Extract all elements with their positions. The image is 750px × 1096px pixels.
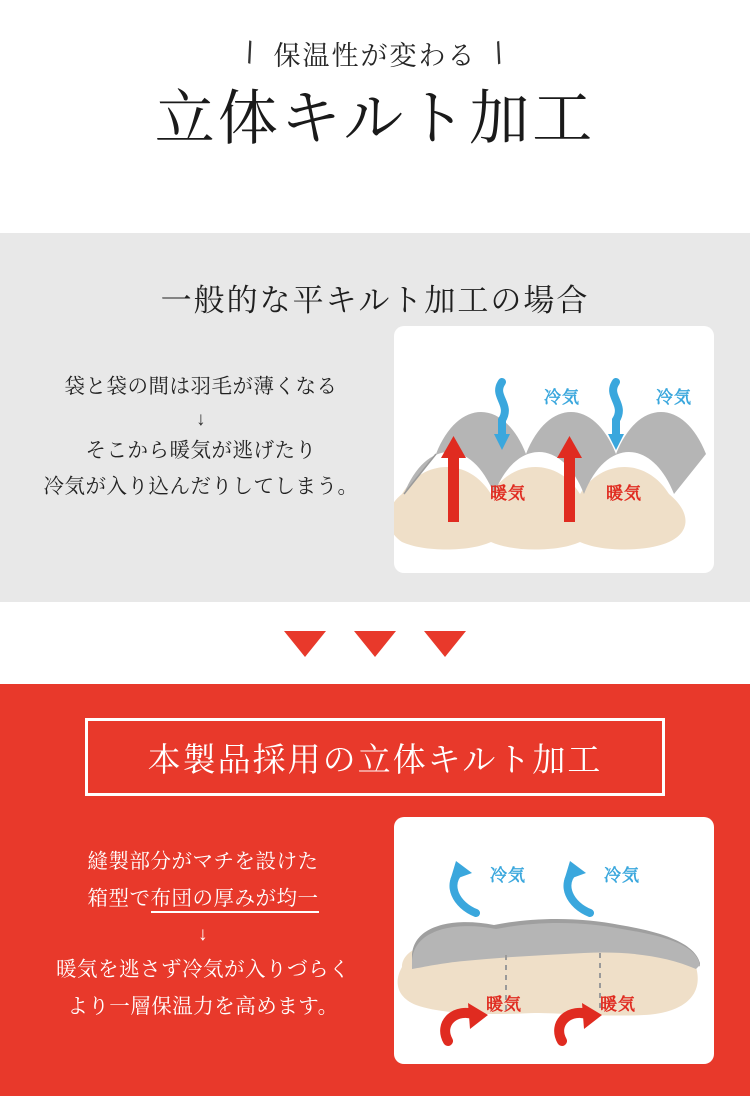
flat-text-line-2: そこから暖気が逃げたり [85,440,317,463]
box-text-line-1: 縫製部分がマチを設けた [87,851,319,873]
flat-text-line-1: 袋と袋の間は羽毛が薄くなる [64,376,338,398]
triangle-down-icon [354,631,396,657]
header-subtitle-row [0,34,750,73]
cold-air-arrow-2 [564,861,590,913]
box-text-line-2-prefix: 箱型で [87,887,151,910]
slash-right-decoration: / [489,35,510,71]
slash-left-decoration: \ [240,35,261,71]
cold-label-2: 冷気 [656,388,692,407]
triangle-down-icon [424,631,466,657]
warm-label-2: 暖気 [600,995,636,1014]
down-arrow-icon: ↓ [198,923,208,945]
flat-quilt-section [0,233,750,602]
flat-quilt-diagram [394,326,714,573]
box-quilt-diagram [394,817,714,1064]
box-text-line-4: より一層保温力を高めます。 [67,995,339,1018]
box-quilt-title: 本製品採用の立体キルト加工 [147,742,603,779]
box-quilt-title-frame [85,718,665,796]
page-title: 立体キルト加工 [154,86,596,152]
triangle-down-icon [284,631,326,657]
box-text-line-2-underlined: 布団の厚みが均一 [151,888,319,913]
warm-label-1: 暖気 [490,484,526,503]
box-quilt-description [28,844,378,1026]
cold-air-arrow-1 [450,861,476,913]
flat-text-line-3: 冷気が入り込んだりしてしまう。 [43,476,359,499]
warm-label-2: 暖気 [606,484,642,503]
box-quilt-illustration-card [394,817,714,1064]
flat-quilt-description [36,370,366,506]
flat-quilt-title: 一般的な平キルト加工の場合 [160,283,590,318]
divider-triangles [0,631,750,657]
box-text-line-3: 暖気を逃さず冷気が入りづらく [56,958,350,981]
flat-quilt-illustration-card [394,326,714,573]
down-arrow-icon: ↓ [196,408,206,430]
warm-label-1: 暖気 [486,995,522,1014]
cold-label-1: 冷気 [544,388,580,407]
cold-label-1: 冷気 [490,866,526,885]
page-header [0,0,750,154]
cold-label-2: 冷気 [604,866,640,885]
header-subtitle: 保温性が変わる [273,41,477,71]
cold-air-arrow-2 [608,382,624,450]
